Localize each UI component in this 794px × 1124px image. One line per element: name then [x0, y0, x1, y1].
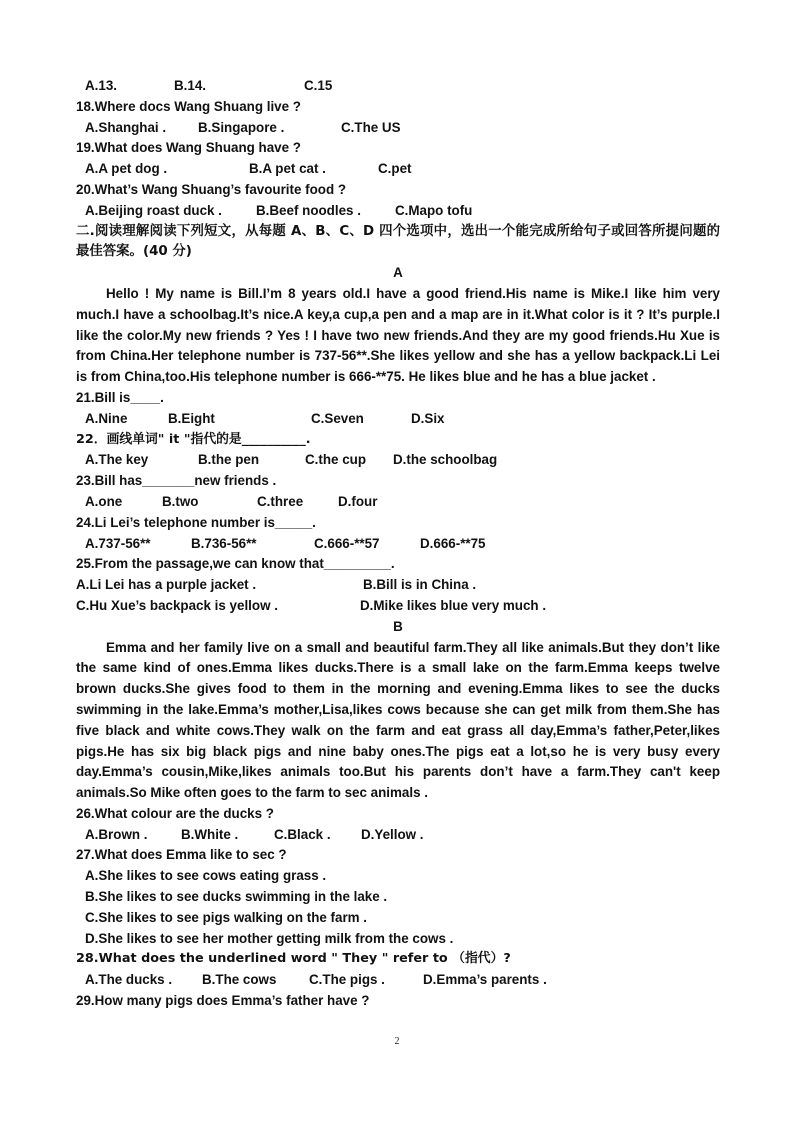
q20-option-c: C.Mapo tofu: [395, 202, 473, 218]
q19-options: [76, 159, 720, 180]
q21-question: 21.Bill is____.: [76, 389, 164, 405]
q26-option-c: C.Black .: [274, 826, 331, 842]
q25-options-row-2: [76, 596, 720, 617]
q25-option-c: C.Hu Xue’s backpack is yellow .: [76, 597, 278, 613]
q22-option-b: B.the pen: [198, 452, 260, 468]
q21-options: [76, 409, 720, 430]
q22-question: 22．画线单词" it "指代的是__________.: [76, 431, 311, 447]
q25-options-row-1: [76, 575, 720, 596]
q24-option-b: B.736-56**: [191, 535, 257, 551]
q29-question: 29.How many pigs does Emma’s father have ?: [76, 993, 370, 1009]
q27-option-b: B.She likes to see ducks swimming in the lake .: [85, 889, 388, 905]
q20-option-b: B.Beef noodles .: [256, 202, 361, 218]
q21-option-b: B.Eight: [168, 410, 215, 426]
q17-options: [76, 76, 720, 97]
q18-option-a: A.Shanghai .: [85, 119, 167, 135]
q24-question: 24.Li Lei’s telephone number is_____.: [76, 514, 316, 530]
q26-options: [76, 825, 720, 846]
q25-option-d: D.Mike likes blue very much .: [360, 597, 547, 613]
q18-option-b: B.Singapore .: [198, 119, 285, 135]
q23-option-d: D.four: [338, 493, 378, 509]
passage-a-text: Hello ! My name is Bill.I’m 8 years old.I have a good friend.His name is Mike.I like him very much.I have a schoolbag.It’s nice.A key,a cup,a pen and a map are in it.What color is it ? It’s purple.I like the color.My new friends ? Yes ! I have two new friends.And they are my good friends.Hu Xue is from China.Her telephone number is 737-56**.She likes yellow and she has a yellow backpack.Li Lei is from China,too.His telephone number is 666-**75. He likes blue and he has a blue jacket .: [76, 285, 720, 385]
exam-page: [76, 76, 720, 1012]
q23-options: [76, 492, 720, 513]
q26-question: 26.What colour are the ducks ?: [76, 805, 274, 821]
q24-option-d: D.666-**75: [420, 535, 486, 551]
q17-option-b: B.14.: [174, 78, 207, 93]
q18-option-c: C.The US: [341, 119, 401, 135]
q19-option-b: B.A pet cat .: [249, 161, 326, 177]
q19-option-a: A.A pet dog .: [85, 161, 168, 177]
q18-options: [76, 118, 720, 139]
q20-option-a: A.Beijing roast duck .: [85, 202, 222, 218]
q25-question: 25.From the passage,we can know that_________.: [76, 556, 395, 572]
q26-option-b: B.White .: [181, 826, 239, 842]
q24-option-c: C.666-**57: [314, 535, 380, 551]
q28-option-d: D.Emma’s parents .: [423, 972, 547, 988]
q20-question: 20.What’s Wang Shuang’s favourite food ?: [76, 181, 347, 197]
q23-option-b: B.two: [162, 493, 199, 509]
q23-option-c: C.three: [257, 493, 304, 509]
q28-options: [76, 970, 720, 991]
q26-option-d: D.Yellow .: [361, 826, 424, 842]
section-2-heading: 二.阅读理解阅读下列短文，从每题 A、B、C、D 四个选项中，选出一个能完成所给句子或回答所提问题的最佳答案。(40 分): [76, 223, 720, 260]
q17-option-c: C.15: [304, 78, 333, 93]
q20-options: [76, 201, 720, 222]
q19-question: 19.What does Wang Shuang have ?: [76, 140, 301, 156]
q25-option-b: B.Bill is in China .: [363, 577, 477, 593]
q27-option-c: C.She likes to see pigs walking on the farm .: [85, 909, 368, 925]
q27-option-d: D.She likes to see her mother getting milk from the cows .: [85, 930, 454, 946]
q28-option-b: B.The cows: [202, 972, 277, 988]
q28-option-a: A.The ducks .: [85, 972, 173, 988]
q22-option-a: A.The key: [85, 452, 149, 468]
q24-options: [76, 534, 720, 555]
q23-option-a: A.one: [85, 493, 123, 509]
q22-option-c: C.the cup: [305, 452, 367, 468]
q21-option-a: A.Nine: [85, 410, 128, 426]
q27-question: 27.What does Emma like to sec ?: [76, 847, 287, 863]
q17-option-a: A.13.: [85, 78, 118, 93]
q28-option-c: C.The pigs .: [309, 972, 385, 988]
q28-question: 28.What does the underlined word " They " refer to （指代）?: [76, 951, 511, 967]
q26-option-a: A.Brown .: [85, 826, 148, 842]
q23-question: 23.Bill has_______new friends .: [76, 473, 277, 489]
q22-option-d: D.the schoolbag: [393, 452, 498, 468]
q25-option-a: A.Li Lei has a purple jacket .: [76, 577, 257, 593]
page-number: 2: [394, 1036, 400, 1047]
q22-options: [76, 450, 720, 471]
q18-question: 18.Where docs Wang Shuang live ?: [76, 98, 301, 114]
passage-b-label: B: [393, 618, 403, 634]
q27-option-a: A.She likes to see cows eating grass .: [85, 868, 327, 884]
q21-option-c: C.Seven: [311, 410, 364, 426]
passage-a-label: A: [393, 265, 403, 281]
q19-option-c: C.pet: [378, 161, 412, 177]
passage-b-text: Emma and her family live on a small and beautiful farm.They all like animals.But they don’t like the same kind of ones.Emma likes ducks.There is a small lake on the farm.Emma keeps twelve brown ducks.She gives food to them in the morning and evening.Emma likes to see the ducks swimming in the lake.Emma’s mother,Lisa,likes cows because she can get milk from them.She has five black and white cows.They walk on the farm and eat grass all day,Emma’s father,Peter,likes pigs.He has six big black pigs and nine baby ones.The pigs eat a lot,so he is very busy every day.Emma’s cousin,Mike,likes animals too.But his parents don’t have a farm.They can't keep animals.So Mike often goes to the farm to sec animals .: [76, 639, 720, 801]
q21-option-d: D.Six: [411, 410, 445, 426]
q24-option-a: A.737-56**: [85, 535, 151, 551]
